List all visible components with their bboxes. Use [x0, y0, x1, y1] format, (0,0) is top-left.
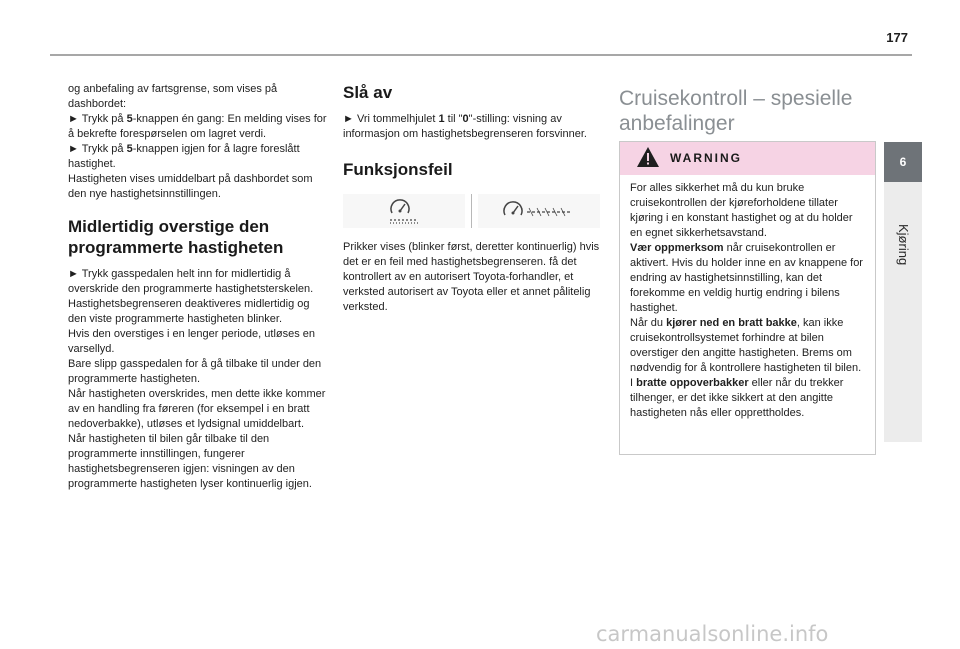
paragraph: Hastigheten vises umiddelbart på dashbordet som den nye hastighetsinnstillingen. [68, 173, 313, 200]
paragraph: Når hastigheten til bilen går tilbake til den programmerte innstillingen, fungerer hastighetsbegrenseren igjen: visningen av den programmerte hastigheten lyser kontinuerlig igjen. [68, 433, 312, 490]
speedometer-dots-icon [343, 194, 465, 228]
paragraph: I bratte oppoverbakker eller når du trekker tilhenger, er det ikke sikkert at den angitte hastigheten nås eller opprettholdes. [630, 377, 844, 419]
instruction-step: ► Trykk på 5-knappen én gang: En melding vises for å bekrefte forespørselen om lagret verdi. [68, 113, 327, 140]
column-middle [343, 82, 600, 315]
header-rule [50, 54, 912, 56]
chapter-label: Kjøring [896, 224, 911, 266]
instruction-step: ► Trykk gasspedalen helt inn for midlertidig å overskride den programmerte hastighetsterskelen. [68, 268, 314, 295]
warning-triangle-icon [636, 146, 660, 173]
paragraph: Bare slipp gasspedalen for å gå tilbake til under den programmerte hastigheten. [68, 358, 322, 385]
paragraph: Hvis den overstiges i en lenger periode, utløses en varsellyd. [68, 328, 316, 355]
paragraph: Vær oppmerksom når cruisekontrollen er aktivert. Hvis du holder inne en av knappene for endring av hastighetsinnstilling, kan det forekomme en veldig hurtig endring i bilens hastighet. [630, 242, 863, 314]
warning-body [620, 175, 875, 421]
instruction-step: ► Trykk på 5-knappen igjen for å lagre foreslått hastighet. [68, 143, 300, 170]
column-left [68, 82, 328, 492]
warning-label: WARNING [670, 151, 742, 165]
warning-header [620, 142, 875, 175]
chapter-tab[interactable] [884, 142, 922, 442]
section-heading: Slå av [343, 83, 393, 102]
page-number: 177 [886, 30, 908, 45]
paragraph: Når hastigheten overskrides, men dette ikke kommer av en handling fra føreren (for eksempel i en bratt nedoverbakke), utløses et lydsignal umiddelbart. [68, 388, 326, 430]
section-title: Cruisekontroll – spesielle anbefalinger [619, 87, 853, 135]
instruction-step: ► Vri tommelhjulet 1 til "0"-stilling: visning av informasjon om hastighetsbegrenseren forsvinner. [343, 113, 587, 140]
speedometer-dashes-icon [478, 194, 600, 228]
indicator-illustrations [343, 194, 600, 228]
paragraph: Hastighetsbegrenseren deaktiveres midlertidig og den viste programmerte hastigheten blinker. [68, 298, 310, 325]
paragraph: For alles sikkerhet må du kun bruke cruisekontrollen der kjøreforholdene tillater kjøring i en konstant hastighet og at du holder en egnet sikkerhetsavstand. [630, 182, 853, 239]
paragraph: Prikker vises (blinker først, deretter kontinuerlig) hvis det er en feil med hastighetsbegrenseren. få det kontrollert av en autorisert Toyota-forhandler, et verksted autorisert av Toyota eller et annet pålitelig verksted. [343, 241, 600, 313]
chapter-number: 6 [884, 142, 922, 182]
paragraph: Når du kjører ned en bratt bakke, kan ikke cruisekontrollsystemet forhindre at bilen overstiger den angitte hastigheten. Brems om nødvendig for å kontrollere hastigheten til bilen. [630, 317, 862, 374]
section-heading: Midlertidig overstige den programmerte hastigheten [68, 217, 284, 257]
warning-box [619, 141, 876, 455]
section-heading: Funksjonsfeil [343, 160, 453, 179]
divider [471, 194, 472, 228]
paragraph: og anbefaling av fartsgrense, som vises på dashbordet: [68, 83, 278, 110]
watermark: carmanualsonline.info [596, 622, 829, 646]
